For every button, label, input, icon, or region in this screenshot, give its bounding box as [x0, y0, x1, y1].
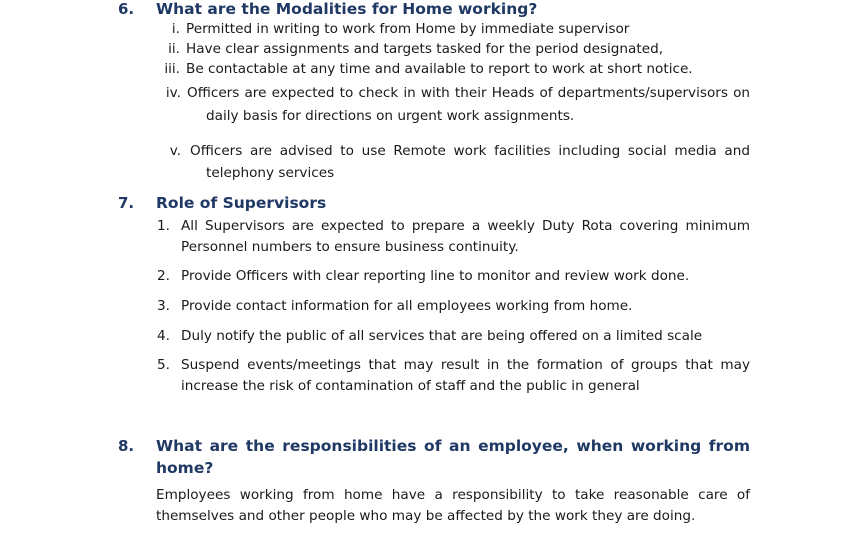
section-8-paragraph	[156, 484, 750, 506]
s8-para-line-2: themselves and other people who may be affected by the work they are doing.	[156, 508, 696, 524]
s6-item-2-text: Have clear assignments and targets tasked for the period designated,	[186, 41, 664, 57]
s7-item-1-line-2: Personnel numbers to ensure business continuity.	[181, 239, 519, 255]
section-7-number: 7.	[118, 194, 135, 212]
section-6-number: 6.	[118, 0, 135, 18]
s6-item-1-marker: i.	[171, 21, 180, 37]
s7-item-2-marker: 2.	[157, 268, 170, 284]
s6-item-4-marker: iv.	[165, 85, 181, 101]
s6-item-4-line-2: daily basis for directions on urgent work assignments.	[206, 108, 575, 124]
s7-item-5-marker: 5.	[157, 357, 170, 373]
s6-item-5-text	[190, 140, 750, 162]
s7-item-3-marker: 3.	[157, 298, 170, 314]
section-8-title-line-1: What are the responsibilities of an employee, when working from	[156, 437, 750, 455]
section-7-title: Role of Supervisors	[156, 194, 327, 212]
s6-item-4-line-1: Officers are expected to check in with their Heads of departments/supervisors on	[187, 85, 750, 101]
s7-item-3-text: Provide contact information for all employees working from home.	[181, 298, 633, 314]
s7-item-5-line-2: increase the risk of contamination of staff and the public in general	[181, 378, 640, 394]
s8-para-line-1: Employees working from home have a responsibility to take reasonable care of	[156, 487, 750, 503]
s6-item-3-text: Be contactable at any time and available to report to work at short notice.	[186, 61, 693, 77]
s7-item-1-line-1: All Supervisors are expected to prepare a weekly Duty Rota covering minimum	[181, 218, 750, 234]
s7-item-1-text	[181, 215, 750, 237]
s6-item-1-text: Permitted in writing to work from Home by immediate supervisor	[186, 21, 630, 37]
section-8-title-line-2: home?	[156, 459, 214, 477]
s7-item-4-text: Duly notify the public of all services that are being offered on a limited scale	[181, 328, 703, 344]
section-6-title: What are the Modalities for Home working?	[156, 0, 538, 18]
s6-item-5-marker: v.	[169, 143, 181, 159]
s6-item-2-marker: ii.	[168, 41, 180, 57]
s7-item-5-text	[181, 354, 750, 376]
s6-item-5-line-2: telephony services	[206, 165, 335, 181]
s7-item-2-text: Provide Officers with clear reporting line to monitor and review work done.	[181, 268, 690, 284]
s7-item-1-marker: 1.	[157, 218, 170, 234]
s6-item-4-text	[187, 82, 750, 104]
s6-item-3-marker: iii.	[164, 61, 180, 77]
section-8-number: 8.	[118, 437, 135, 455]
s7-item-5-line-1: Suspend events/meetings that may result in the formation of groups that may	[181, 357, 750, 373]
s6-item-5-line-1: Officers are advised to use Remote work facilities including social media and	[190, 143, 750, 159]
s7-item-4-marker: 4.	[157, 328, 170, 344]
